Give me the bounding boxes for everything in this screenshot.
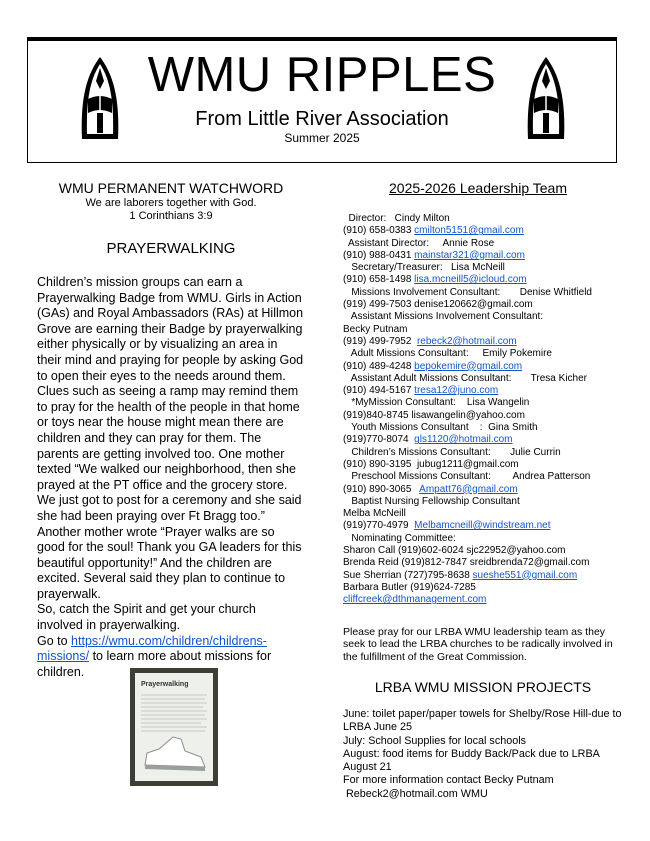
goto-prefix: Go to — [37, 633, 72, 648]
email-link[interactable]: Melbamcneill@windstream.net — [414, 520, 551, 532]
roster-line: Children’s Missions Consultant: Julie Currin — [343, 446, 561, 458]
prayerwalking-heading: PRAYERWALKING — [106, 240, 236, 257]
roster-line: Nominating Committee: — [343, 532, 456, 544]
prayerwalking-badge-photo — [130, 668, 218, 786]
email-link[interactable]: tresa12@juno.com — [414, 385, 499, 397]
roster-line: (919)840-8745 lisawangelin@yahoo.com — [343, 409, 525, 421]
prayerwalking-closing: So, catch the Spirit and get your church involved in prayerwalking. — [37, 602, 256, 633]
roster-line: Becky Putnam — [343, 323, 408, 335]
roster-line: Sharon Call (919)602-6024 sjc22952@yahoo.com — [343, 545, 566, 557]
prayerwalking-body: Children’s mission groups can earn a Prayerwalking Badge from WMU. Girls in Action (GAs) and Royal Ambassadors (RAs) at Hillmon Grove are earning their Badge by prayerwalking either physically or by visualizing an area in their mind and praying for people by asking God to open their eyes to the needs around them. Clues such as seeing a ramp may remind them to pray for the health of the people in that home or toys near the house might mean there are children and they can pray for them. The parents are getting involved too. One mother texted “We walked our neighborhood, then she prayed at the PT office and the grocery store. We just got to post for a ceremony and she said she had been praying over Ft Bragg too.” Another mother wrote “Prayer walks are so good for the soul! Thank you GA leaders for this beautiful opportunity!” And the children are excited. Several said they plan to continue to prayerwalk. — [37, 275, 304, 601]
left-column — [37, 180, 305, 680]
edition-label: Summer 2025 — [284, 131, 360, 145]
roster-line: Director: Cindy Milton — [343, 213, 450, 224]
roster-line: Assistant Missions Involvement Consultant: — [343, 311, 544, 323]
project-item: July: School Supplies for local schools — [343, 734, 527, 747]
roster-line: (919) 499-7952 rebeck2@hotmail.com — [343, 335, 517, 347]
email-link[interactable]: sueshe551@gmail.com — [472, 569, 578, 581]
photo-page-graphic — [135, 673, 213, 781]
roster-line: Brenda Reid (919)812-7847 sreidbrenda72@gmail.com — [343, 557, 590, 569]
roster-line: Missions Involvement Consultant: Denise Whitfield — [343, 286, 592, 298]
email-link[interactable]: bepokemire@gmail.com — [414, 360, 523, 372]
email-link[interactable]: lisa.mcneill5@icloud.com — [414, 274, 527, 286]
project-contact-email: Rebeck2@hotmail.com WMU — [343, 787, 488, 800]
email-link[interactable]: gls1120@hotmail.com — [414, 434, 513, 446]
roster-line: (919) 499-7503 denise120662@gmail.com — [343, 299, 533, 311]
leadership-roster — [343, 213, 623, 607]
roster-line: Youth Missions Consultant : Gina Smith — [343, 422, 538, 434]
email-link[interactable]: Ampatt76@gmail.com — [419, 483, 518, 495]
goto-suffix: to learn more about missions for children. — [37, 649, 272, 679]
email-link[interactable]: rebeck2@hotmail.com — [416, 335, 517, 347]
projects-heading: LRBA WMU MISSION PROJECTS — [374, 679, 592, 696]
newsletter-subtitle: From Little River Association — [195, 108, 449, 130]
wmu-children-missions-link[interactable]: https://wmu.com/children/childrens-missions/ — [37, 633, 267, 664]
project-contact: For more information contact Becky Putnam — [343, 774, 554, 787]
roster-line: Melba McNeill — [343, 508, 406, 520]
roster-line: (910) 890-3195 jubug1211@gmail.com — [343, 458, 519, 470]
roster-line: Baptist Nursing Fellowship Consultant — [343, 495, 520, 507]
roster-line: (919)770-4979 Melbamcneill@windstream.net — [343, 520, 551, 532]
email-link[interactable]: cliffcreek@dthmanagement.com — [343, 594, 487, 606]
roster-line: Sue Sherrian (727)795-8638 sueshe551@gmail.com — [343, 569, 578, 581]
roster-line: Assistant Adult Missions Consultant: Tresa Kicher — [343, 372, 587, 384]
roster-line: Secretary/Treasurer: Lisa McNeill — [343, 262, 505, 274]
prayerwalking-article — [37, 275, 305, 680]
project-item: August: food items for Buddy Back/Pack due to LRBA August 21 — [343, 747, 600, 774]
watchword-text: We are laborers together with God. — [85, 197, 257, 209]
roster-line: (910) 489-4248 bepokemire@gmail.com — [343, 360, 523, 372]
projects-list — [343, 708, 623, 800]
roster-line: Adult Missions Consultant: Emily Pokemire — [343, 348, 552, 360]
roster-line: (910) 890-3065 Ampatt76@gmail.com — [343, 483, 518, 495]
leadership-prayer-request: Please pray for our LRBA WMU leadership team as they seek to lead the LRBA churches to be radically involved in the fulfillment of the Great Commission. — [343, 625, 613, 663]
project-item: June: toilet paper/paper towels for Shelby/Rose Hill-due to LRBA June 25 — [343, 708, 622, 734]
watchword-reference: 1 Corinthians 3:9 — [129, 210, 213, 222]
watchword-heading: WMU PERMANENT WATCHWORD — [58, 180, 284, 196]
roster-line: Preschool Missions Consultant: Andrea Patterson — [343, 471, 591, 483]
right-column — [343, 180, 623, 801]
roster-line: (910) 658-0383 cmilton5151@gmail.com — [343, 225, 524, 237]
email-link[interactable]: cmilton5151@gmail.com — [414, 225, 524, 237]
roster-line: (910) 494-5167 tresa12@juno.com — [343, 385, 499, 397]
email-link[interactable]: mainstar321@gmail.com — [414, 249, 525, 261]
photo-title: Prayerwalking — [141, 681, 189, 688]
roster-line: (910) 988-0431 mainstar321@gmail.com — [343, 249, 525, 261]
roster-line: Barbara Butler (919)624-7285 — [343, 581, 476, 593]
leadership-heading: 2025-2026 Leadership Team — [389, 180, 567, 196]
roster-line: (910) 658-1498 lisa.mcneill5@icloud.com — [343, 274, 527, 286]
newsletter-header — [27, 37, 617, 163]
roster-line: (919)770-8074 gls1120@hotmail.com — [343, 434, 513, 446]
photo-sheet — [135, 673, 213, 781]
roster-line: Assistant Director: Annie Rose — [343, 237, 495, 249]
roster-line: *MyMission Consultant: Lisa Wangelin — [343, 397, 530, 409]
newsletter-title: WMU RIPPLES — [147, 48, 497, 102]
roster-line — [343, 594, 623, 606]
